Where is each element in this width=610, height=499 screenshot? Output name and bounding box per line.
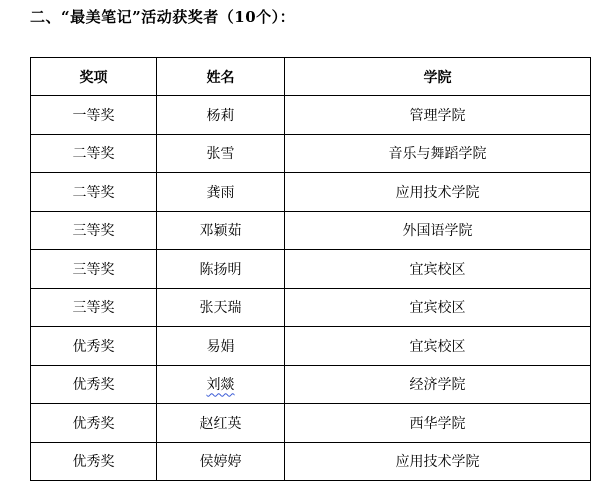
- awards-table: [30, 57, 591, 481]
- table-row: [31, 288, 591, 327]
- table-row: [31, 442, 591, 481]
- section-heading: 二、“最美笔记”活动获奖者（10个）：: [30, 8, 296, 26]
- table-row: [31, 365, 591, 404]
- table-row: [31, 134, 591, 173]
- college-cell: 外国语学院: [285, 211, 591, 250]
- table-row: [31, 327, 591, 366]
- name-cell: 张天瑞: [157, 288, 285, 327]
- college-cell: 应用技术学院: [285, 173, 591, 212]
- column-header-college: 学院: [285, 58, 591, 96]
- prize-cell: 三等奖: [31, 211, 157, 250]
- name-cell: [157, 365, 285, 404]
- college-cell: 经济学院: [285, 365, 591, 404]
- name-cell: 易娟: [157, 327, 285, 366]
- prize-cell: 一等奖: [31, 96, 157, 135]
- college-cell: 宜宾校区: [285, 327, 591, 366]
- column-header-prize: 奖项: [31, 58, 157, 96]
- prize-cell: 优秀奖: [31, 442, 157, 481]
- prize-cell: 二等奖: [31, 134, 157, 173]
- name-cell: 邓颖茹: [157, 211, 285, 250]
- table-row: [31, 173, 591, 212]
- table-header-row: [31, 58, 591, 96]
- prize-cell: 优秀奖: [31, 404, 157, 443]
- prize-cell: 二等奖: [31, 173, 157, 212]
- name-cell: 陈扬明: [157, 250, 285, 289]
- table-row: [31, 404, 591, 443]
- college-cell: 管理学院: [285, 96, 591, 135]
- college-cell: 宜宾校区: [285, 250, 591, 289]
- college-cell: 西华学院: [285, 404, 591, 443]
- name-cell: 赵红英: [157, 404, 285, 443]
- table-row: [31, 211, 591, 250]
- college-cell: 宜宾校区: [285, 288, 591, 327]
- spellcheck-underlined-name: 刘燚: [206, 377, 235, 394]
- prize-cell: 三等奖: [31, 250, 157, 289]
- prize-cell: 优秀奖: [31, 365, 157, 404]
- name-cell: 杨莉: [157, 96, 285, 135]
- prize-cell: 三等奖: [31, 288, 157, 327]
- prize-cell: 优秀奖: [31, 327, 157, 366]
- college-cell: 音乐与舞蹈学院: [285, 134, 591, 173]
- college-cell: 应用技术学院: [285, 442, 591, 481]
- table-row: [31, 96, 591, 135]
- name-cell: 龚雨: [157, 173, 285, 212]
- table-row: [31, 250, 591, 289]
- name-cell: 侯婷婷: [157, 442, 285, 481]
- column-header-name: 姓名: [157, 58, 285, 96]
- name-cell: 张雪: [157, 134, 285, 173]
